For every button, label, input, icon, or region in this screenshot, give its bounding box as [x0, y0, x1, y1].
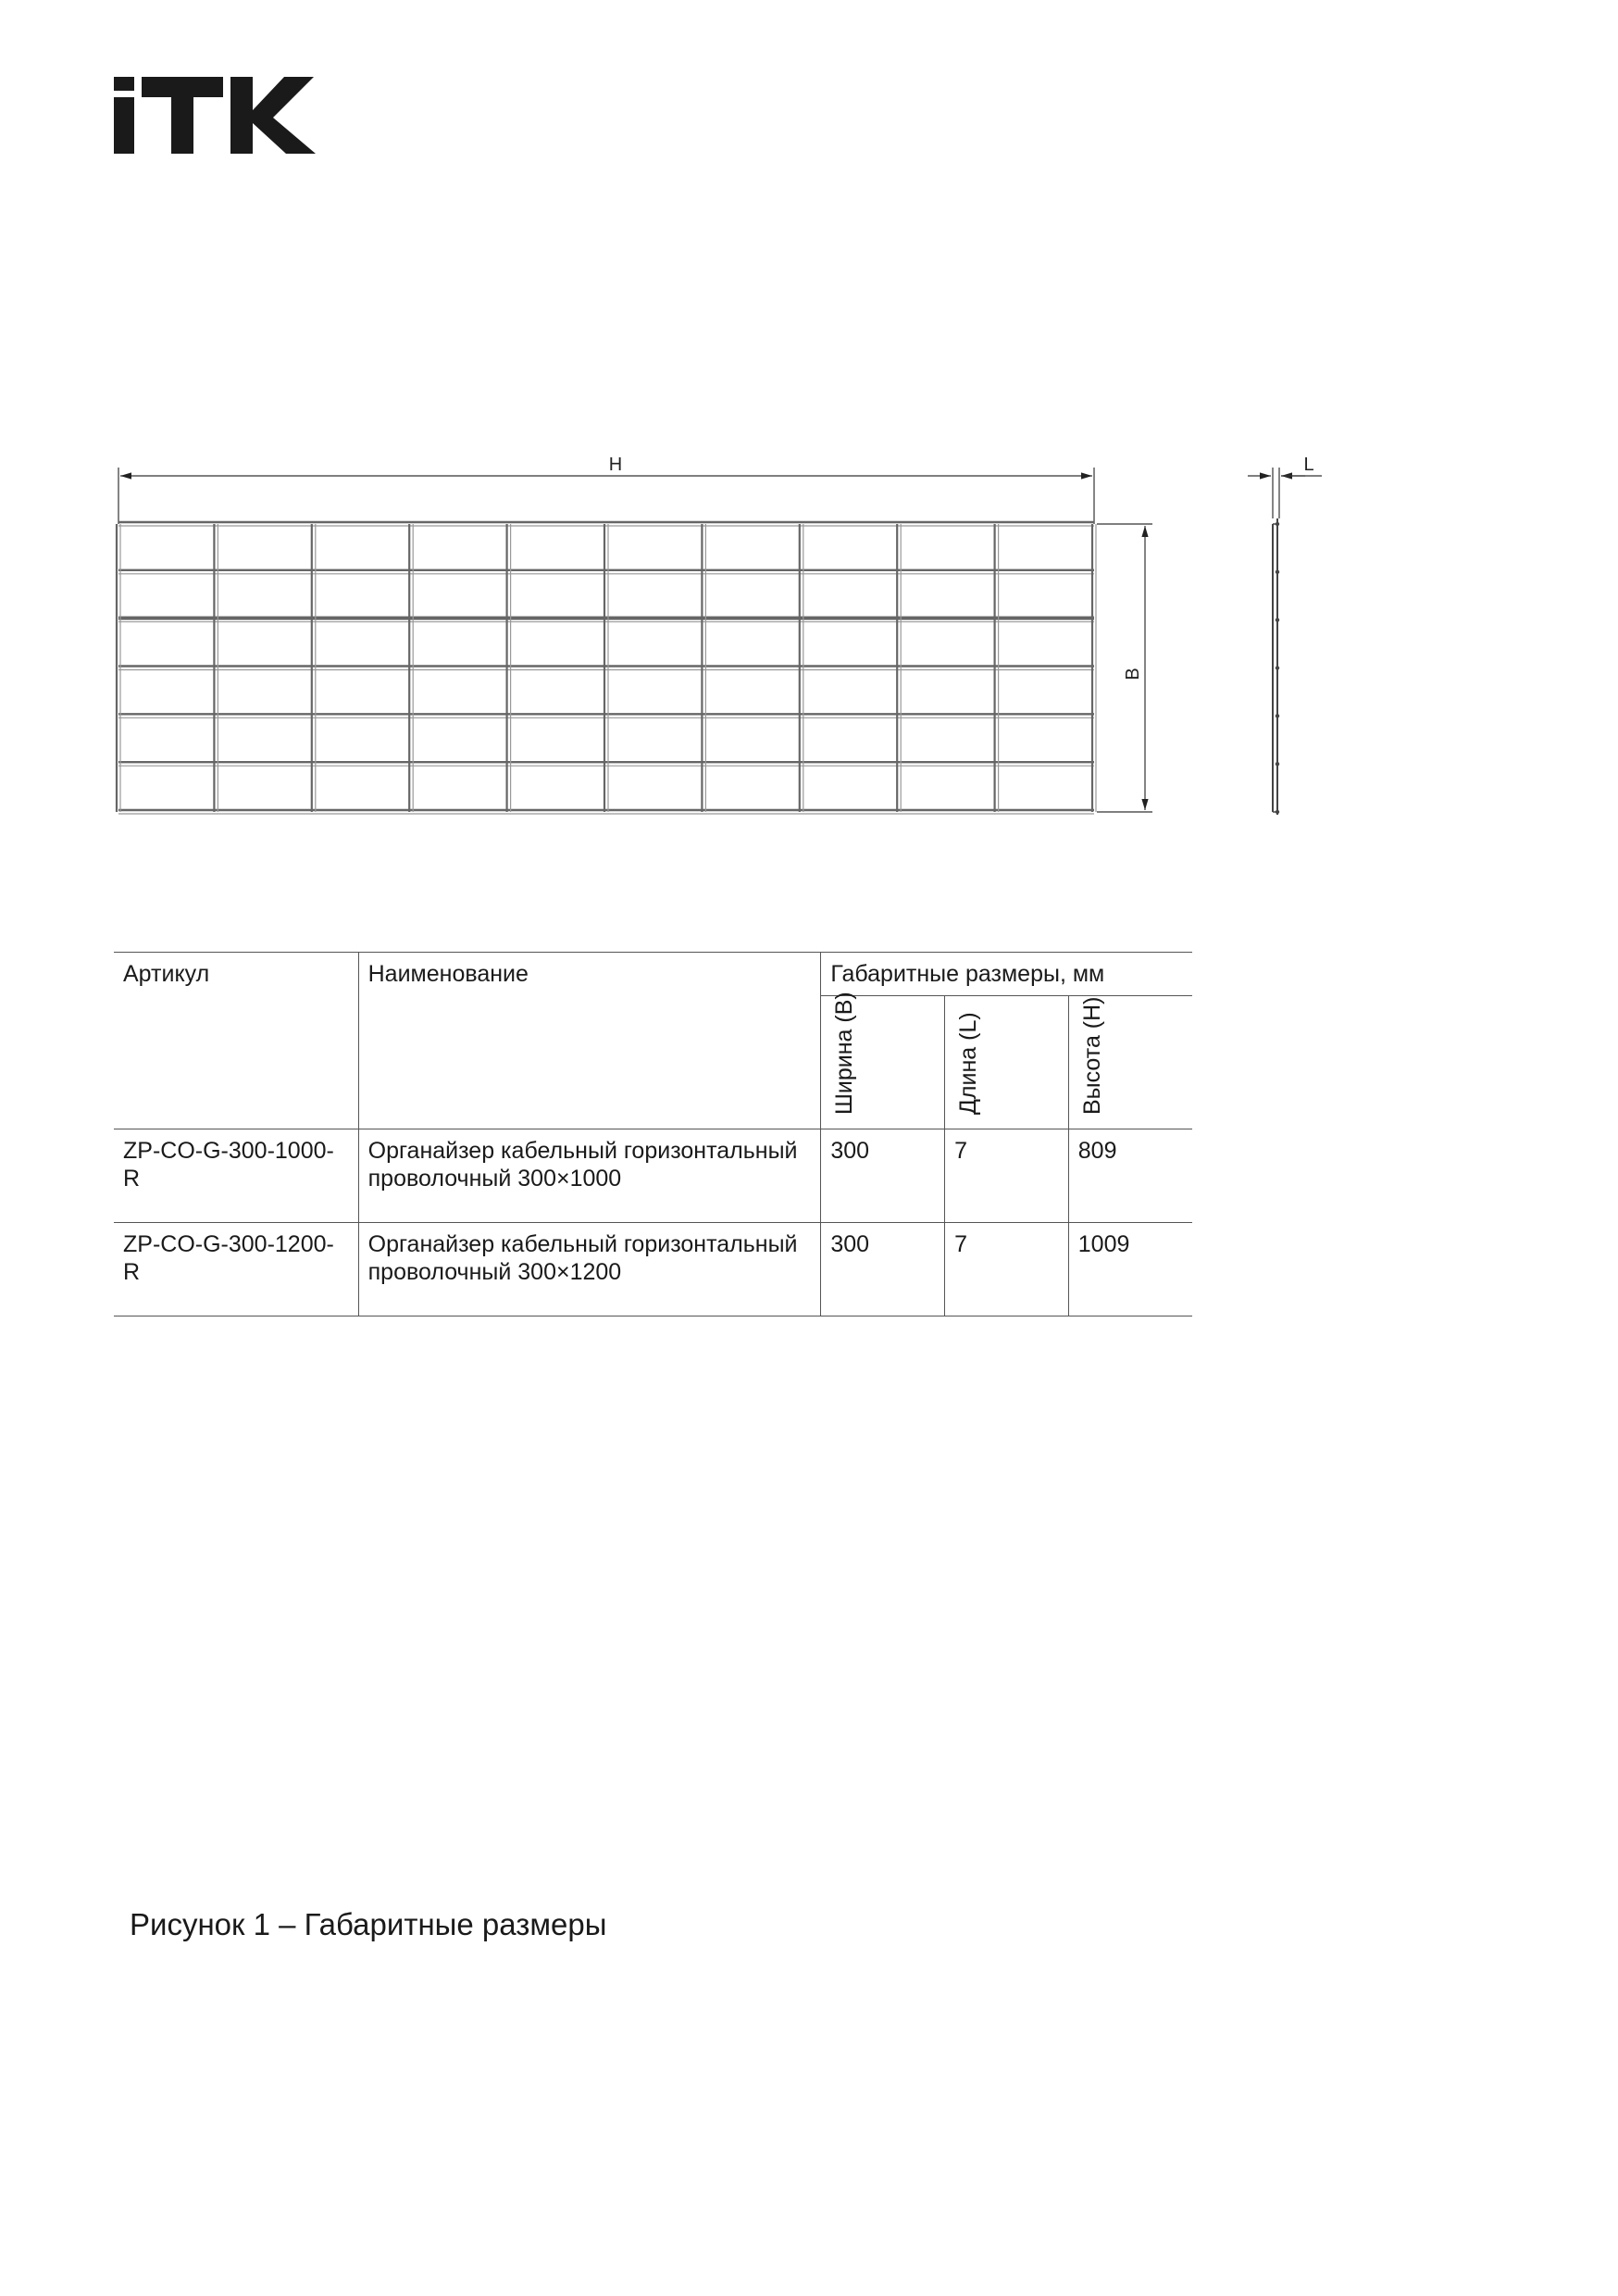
table-header-row	[114, 953, 1192, 996]
side-view-wire	[1276, 570, 1279, 574]
figure-caption: Рисунок 1 – Габаритные размеры	[130, 1907, 607, 1941]
cell-width: 300	[821, 1129, 945, 1223]
header-width: Ширина (B)	[831, 992, 858, 1115]
side-view-wire	[1276, 714, 1279, 718]
dimensions-table	[114, 952, 1192, 1316]
header-length: Длина (L)	[955, 1012, 982, 1115]
side-view-wire	[1276, 522, 1279, 526]
side-view-wire	[1276, 762, 1279, 766]
wire-grid-front-view	[117, 522, 1096, 814]
header-article: Артикул	[114, 953, 358, 1129]
side-view-wire	[1276, 666, 1279, 669]
dim-l-label: L	[1303, 455, 1314, 475]
dimension-b	[1097, 524, 1152, 812]
cell-name: Органайзер кабельный горизонтальный проволочный 300×1200	[358, 1223, 821, 1316]
side-view	[1248, 455, 1322, 815]
side-view-wire	[1276, 618, 1279, 621]
header-height-cell	[1068, 996, 1192, 1129]
dim-b-label: B	[1123, 668, 1143, 680]
dimension-drawing	[0, 0, 1618, 926]
table-row	[114, 1129, 1192, 1223]
cell-length: 7	[945, 1129, 1069, 1223]
cell-height: 1009	[1068, 1223, 1192, 1316]
cell-article: ZP-CO-G-300-1200-R	[114, 1223, 358, 1316]
cell-name: Органайзер кабельный горизонтальный проволочный 300×1000	[358, 1129, 821, 1223]
header-length-cell	[945, 996, 1069, 1129]
header-height: Высота (H)	[1078, 996, 1105, 1115]
table-row	[114, 1223, 1192, 1316]
header-width-cell	[821, 992, 945, 1129]
header-dimensions-group: Габаритные размеры, мм	[821, 953, 1192, 996]
dimension-h	[118, 455, 1094, 524]
cell-height: 809	[1068, 1129, 1192, 1223]
cell-length: 7	[945, 1223, 1069, 1316]
header-name: Наименование	[358, 953, 821, 1129]
cell-article: ZP-CO-G-300-1000-R	[114, 1129, 358, 1223]
cell-width: 300	[821, 1223, 945, 1316]
side-view-wire	[1276, 810, 1279, 814]
dim-h-label: H	[608, 455, 623, 475]
